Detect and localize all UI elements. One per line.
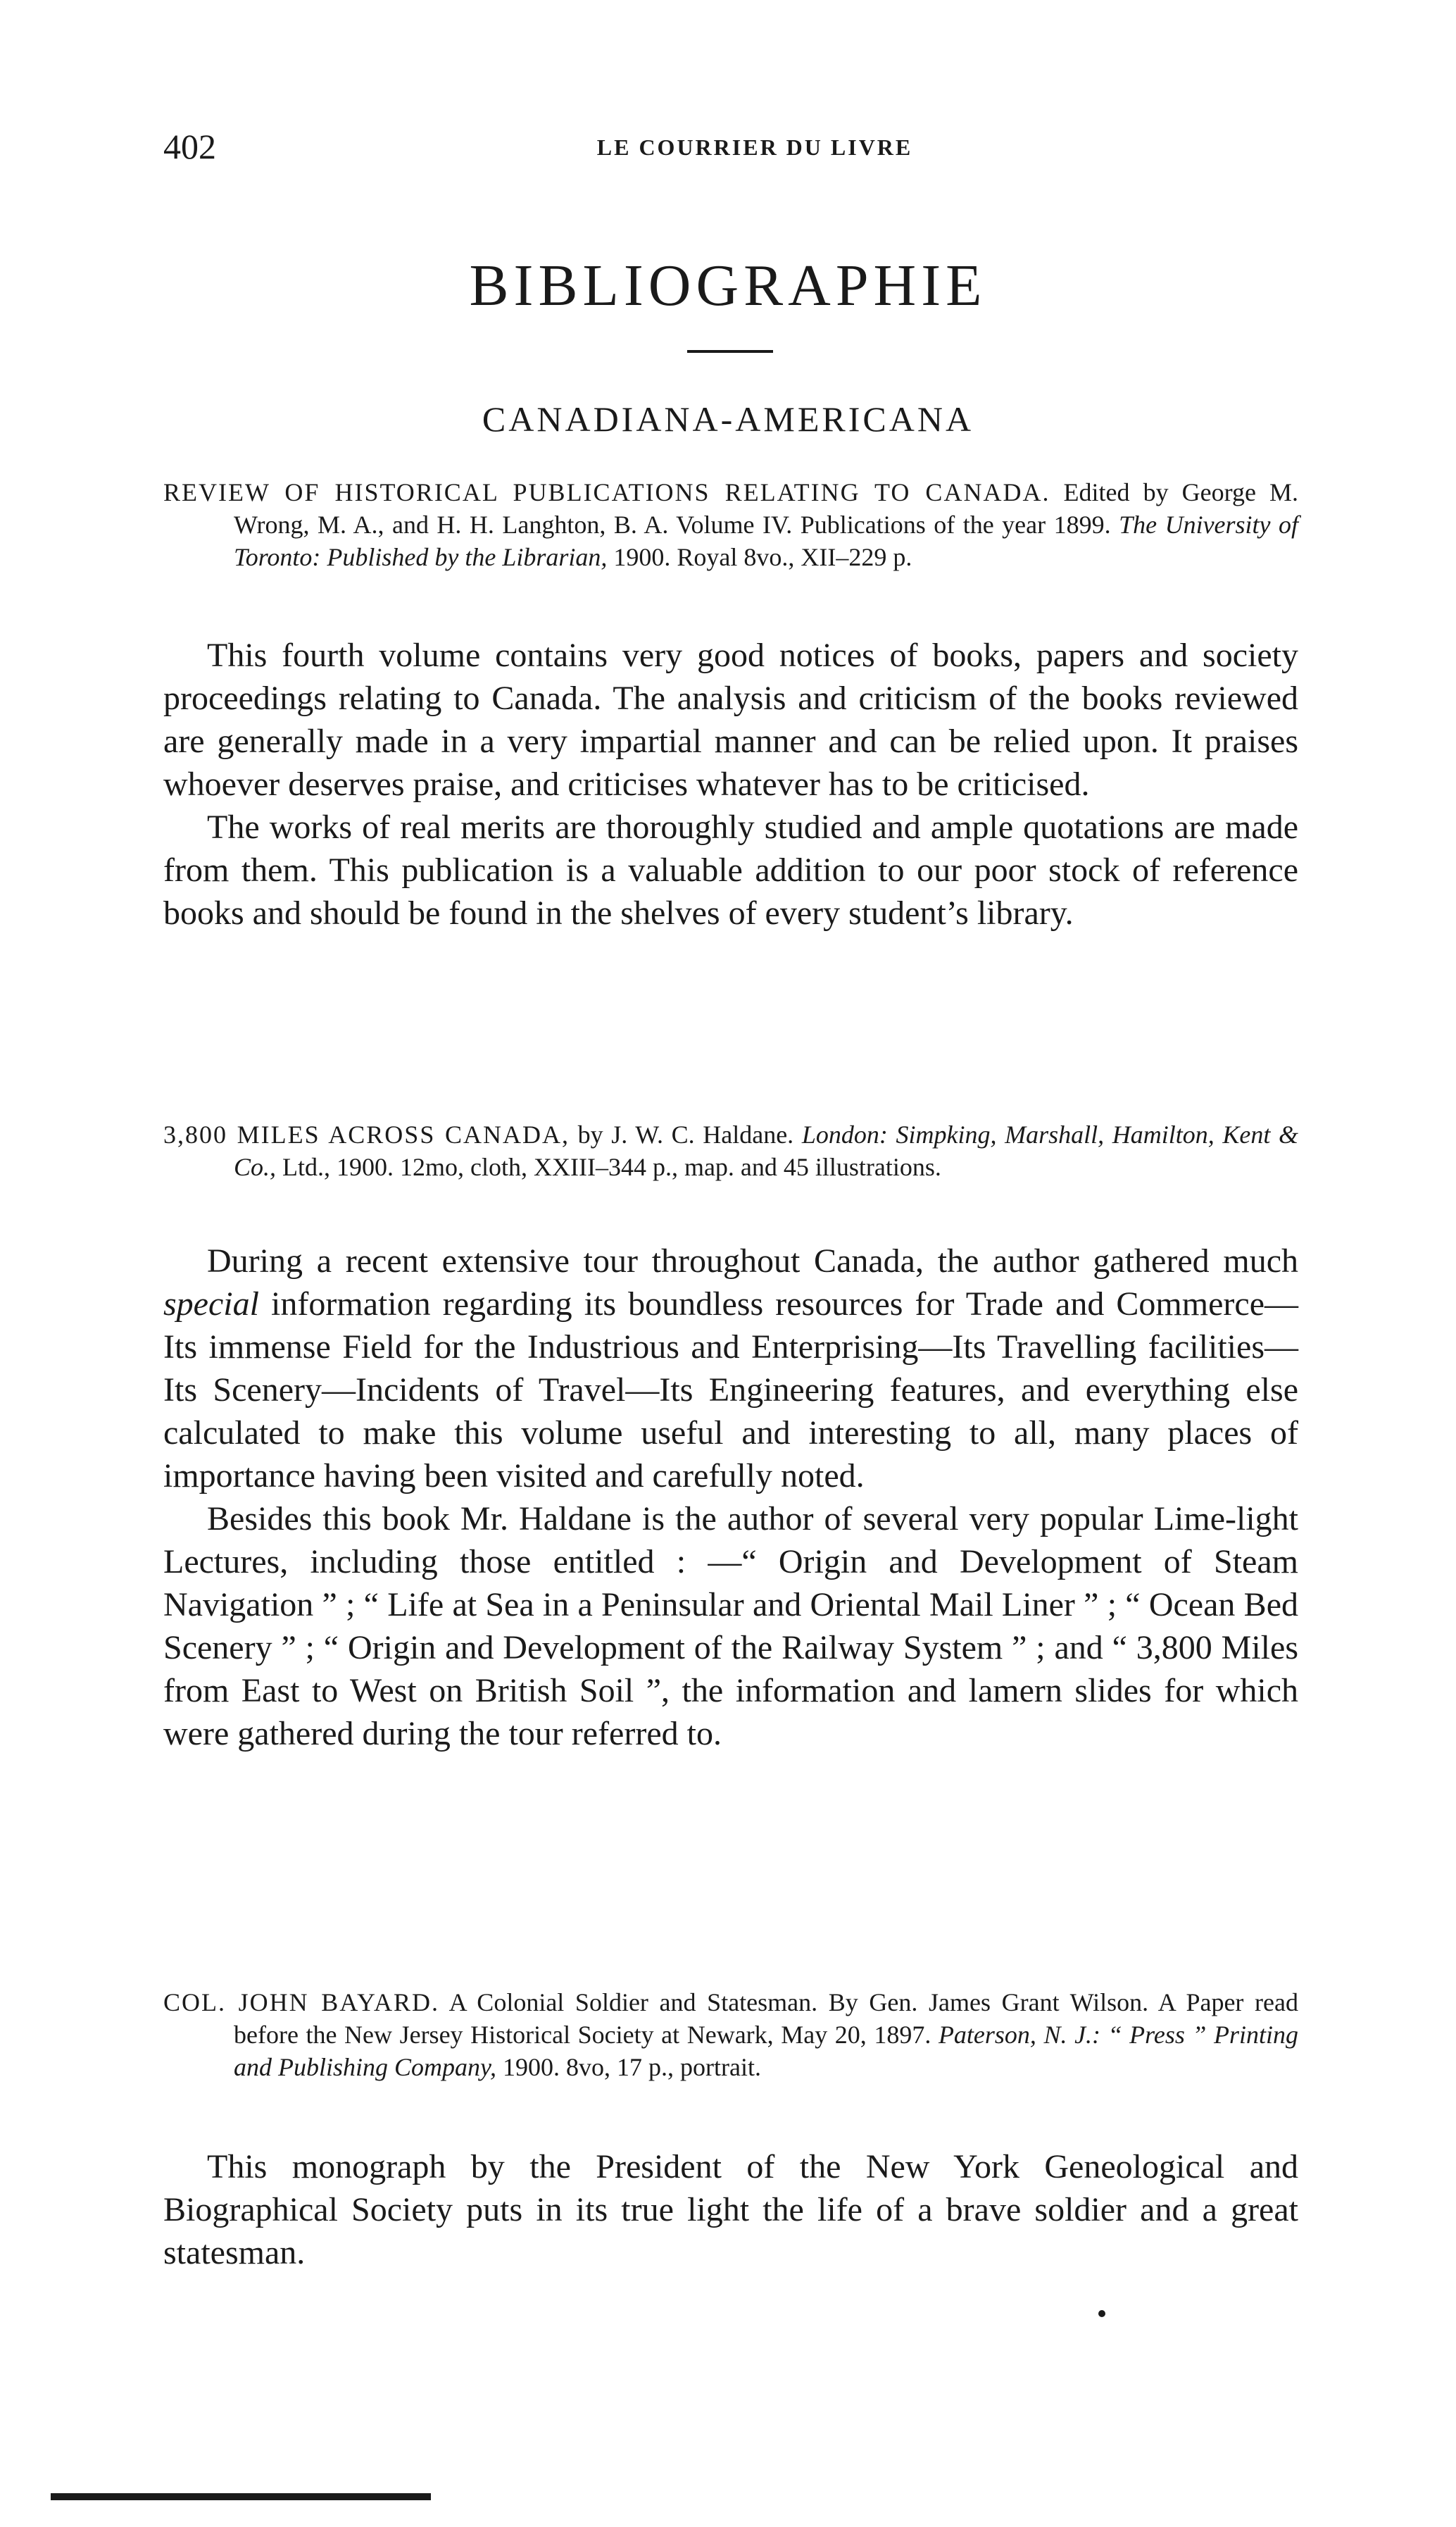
entry-1-paragraph-1: This fourth volume contains very good notices of books, papers and society proceedings relating to Canada. The analysis and criticism of the books reviewed are generally made in a very impartial manner and can be relied upon. It praises whoever deserves praise, and criticises whatever has to be criticised. — [163, 637, 1298, 803]
entry-3-citation — [163, 1986, 1298, 2083]
entry-2-title: 3,800 MILES ACROSS CANADA, — [163, 1121, 570, 1149]
section-title: BIBLIOGRAPHIE — [469, 253, 987, 318]
entry-2-citation — [163, 1118, 1298, 1183]
title-rule — [687, 350, 773, 353]
entry-2-p1-end: information regarding its boundless resources for Trade and Commerce—Its immense Field for the Industrious and Enterprising—Its Travelling facilities—Its Scenery—Incidents of Travel—Its Engineering features, and everything else calculated to make this volume useful and interesting to all, many places of importance having been visited and carefully noted. — [163, 1285, 1299, 1495]
entry-1-editors: Edited by George M. Wrong, M. A., and H. H. Langhton, B. A. Volume IV. Publications of the year 1899. — [234, 478, 1299, 539]
ink-dot — [1098, 2310, 1105, 2317]
entry-3-imprint-italic: Paterson, N. J.: “ Press ” Printing and Publishing Company, — [234, 2021, 1299, 2081]
journal-title: LE COURRIER DU LIVRE — [596, 135, 913, 160]
entry-3-imprint: 1900. 8vo, 17 p., portrait. — [503, 2053, 761, 2081]
entry-1-paragraph-2: The works of real merits are thoroughly studied and ample quotations are made from them. This publication is a valuable addition to our poor stock of reference books and should be found in the shelves of every student’s library. — [163, 809, 1298, 932]
entry-3-paragraph-1: This monograph by the President of the New York Geneological and Biographical Society puts in its true light the life of a brave soldier and a great statesman. — [163, 2148, 1298, 2271]
entry-2-p1-italic: special — [163, 1285, 259, 1323]
entry-3-title: COL. JOHN BAYARD. — [163, 1988, 439, 2016]
entry-1-imprint-italic: The University of Toronto: Published by the Librarian, — [234, 511, 1299, 571]
entry-2-p1-start: During a recent extensive tour throughout Canada, the author gathered much — [207, 1242, 1298, 1280]
entry-1-citation — [163, 476, 1298, 573]
entry-2-imprint: Ltd., 1900. 12mo, cloth, XXIII–344 p., map. and 45 illustrations. — [282, 1153, 941, 1181]
entry-3-description: A Colonial Soldier and Statesman. By Gen. James Grant Wilson. A Paper read before the New Jersey Historical Society at Newark, May 20, 1897. — [234, 1988, 1298, 2049]
entry-2-paragraph-2: Besides this book Mr. Haldane is the author of several very popular Lime-light Lectures, including those entitled : —“ Origin and Development of Steam Navigation ” ; “ Life at Sea in a Peninsular and Oriental Mail Liner ” ; “ Ocean Bed Scenery ” ; “ Origin and Development of the Railway System ” ; and “ 3,800 Miles from East to West on British Soil ”, the information and lamern slides for which were gathered during the tour referred to. — [163, 1500, 1298, 1752]
entry-1-title: REVIEW OF HISTORICAL PUBLICATIONS RELATING TO CANADA. — [163, 478, 1050, 506]
entry-2-review — [163, 1240, 1298, 1755]
entry-2-imprint-italic: London: Simpking, Marshall, Hamilton, Kent & Co., — [234, 1121, 1299, 1181]
page-number: 402 — [163, 127, 216, 166]
running-head — [163, 125, 1304, 175]
entry-3-review — [163, 2145, 1298, 2274]
entry-2-paragraph-1 — [163, 1240, 1298, 1497]
entry-2-author: by J. W. C. Haldane. — [577, 1121, 794, 1149]
entry-1-review — [163, 634, 1298, 935]
entry-1-imprint: 1900. Royal 8vo., XII–229 p. — [613, 543, 912, 571]
bottom-rule — [51, 2493, 431, 2500]
subsection-title: CANADIANA-AMERICANA — [482, 399, 974, 439]
